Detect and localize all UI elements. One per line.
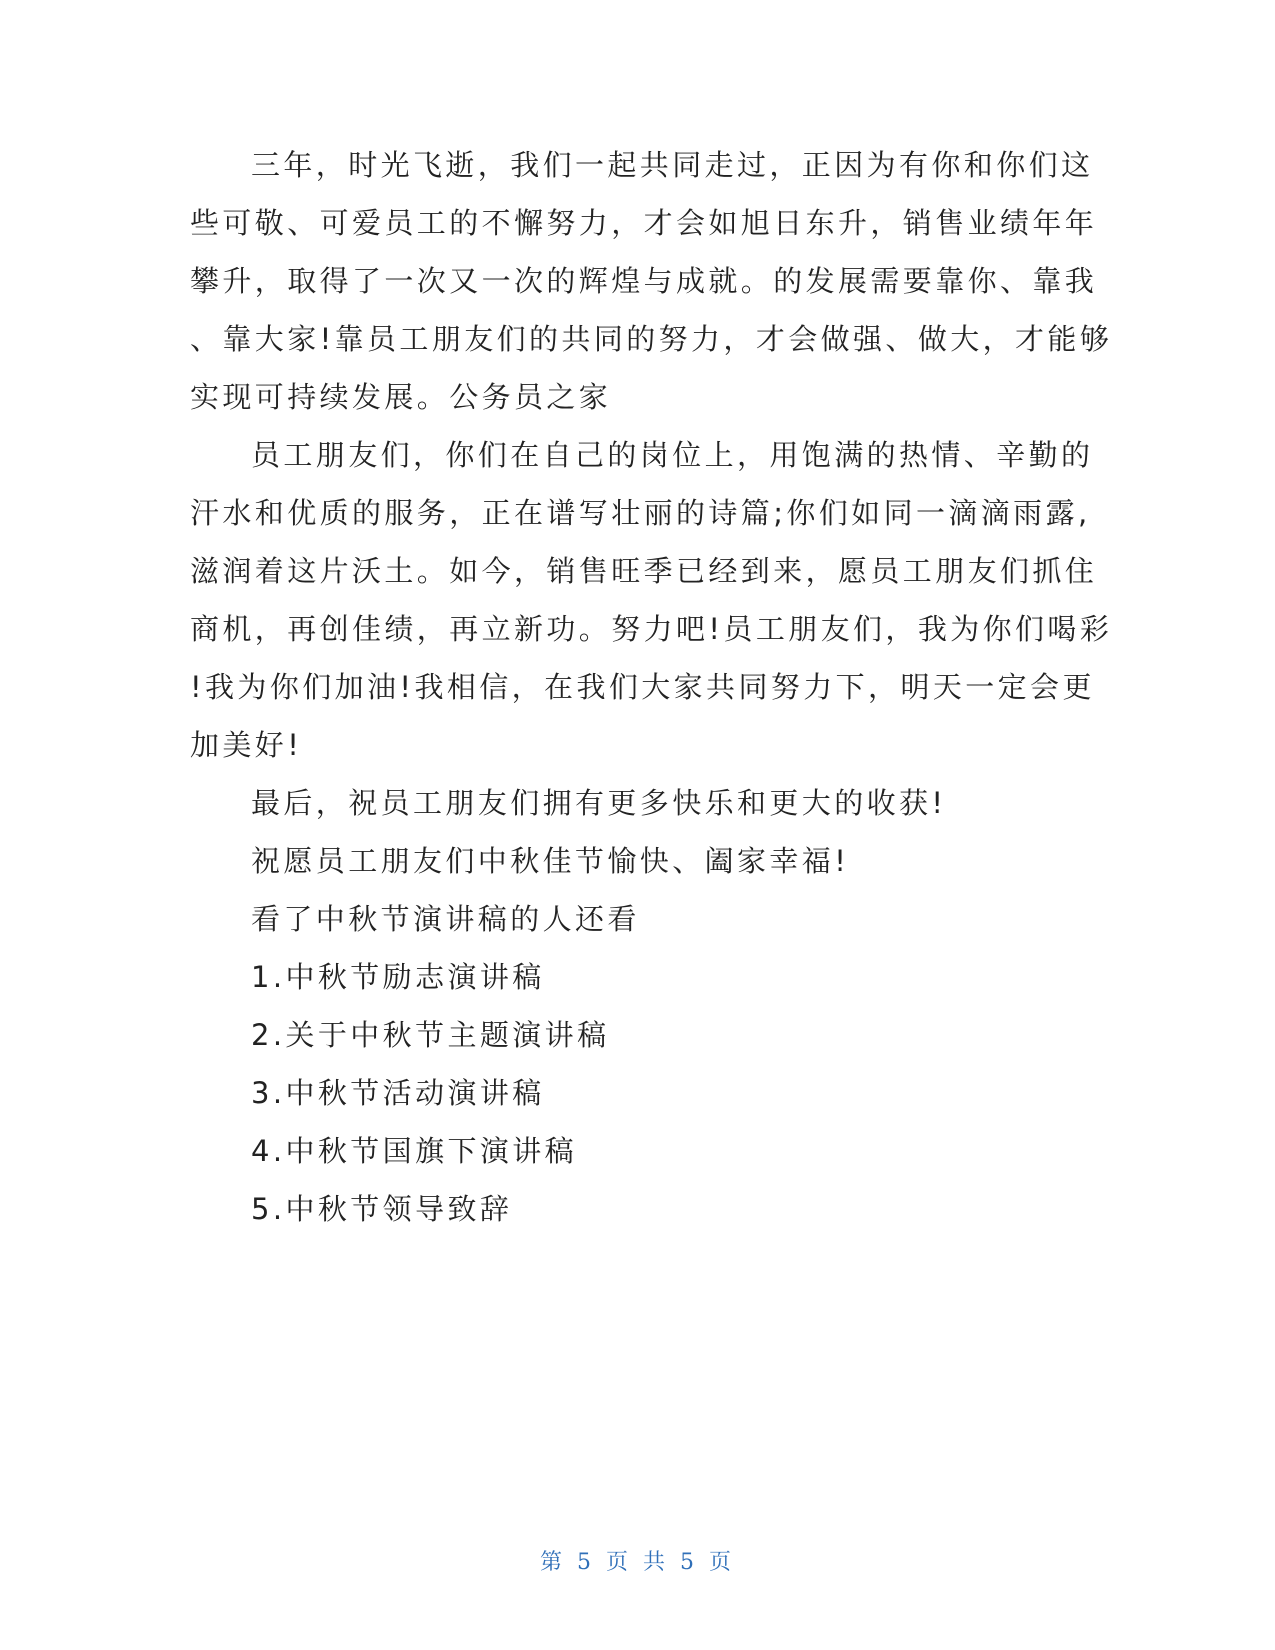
paragraph-1-line-1: 三年，时光飞逝，我们一起共同走过，正因为有你和你们这 [251, 148, 1094, 182]
paragraph-2-line-6: 加美好! [190, 728, 303, 762]
related-link-3[interactable]: 3.中秋节活动演讲稿 [251, 1076, 545, 1110]
closing-wish-line: 最后，祝员工朋友们拥有更多快乐和更大的收获! [251, 786, 947, 820]
paragraph-1-line-2: 些可敬、可爱员工的不懈努力，才会如旭日东升，销售业绩年年 [190, 206, 1098, 240]
paragraph-1-line-5: 实现可持续发展。公务员之家 [190, 380, 612, 414]
related-link-4[interactable]: 4.中秋节国旗下演讲稿 [251, 1134, 578, 1168]
paragraph-1-line-4: 、靠大家!靠员工朋友们的共同的努力，才会做强、做大，才能够 [190, 322, 1113, 356]
related-link-2[interactable]: 2.关于中秋节主题演讲稿 [251, 1018, 610, 1052]
paragraph-2-line-3: 滋润着这片沃土。如今，销售旺季已经到来，愿员工朋友们抓住 [190, 554, 1098, 588]
paragraph-1-line-3: 攀升，取得了一次又一次的辉煌与成就。的发展需要靠你、靠我 [190, 264, 1098, 298]
paragraph-2-line-1: 员工朋友们，你们在自己的岗位上，用饱满的热情、辛勤的 [251, 438, 1094, 472]
paragraph-2-line-4: 商机，再创佳绩，再立新功。努力吧!员工朋友们，我为你们喝彩 [190, 612, 1113, 646]
paragraph-2-line-5: !我为你们加油!我相信，在我们大家共同努力下，明天一定会更 [190, 670, 1095, 704]
paragraph-2-line-2: 汗水和优质的服务，正在谱写壮丽的诗篇;你们如同一滴滴雨露, [190, 496, 1091, 530]
related-heading: 看了中秋节演讲稿的人还看 [251, 902, 640, 936]
related-link-1[interactable]: 1.中秋节励志演讲稿 [251, 960, 545, 994]
festival-greeting-line: 祝愿员工朋友们中秋佳节愉快、阖家幸福! [251, 844, 850, 878]
page-number-footer: 第 5 页 共 5 页 [540, 1550, 735, 1575]
related-link-5[interactable]: 5.中秋节领导致辞 [251, 1192, 513, 1226]
